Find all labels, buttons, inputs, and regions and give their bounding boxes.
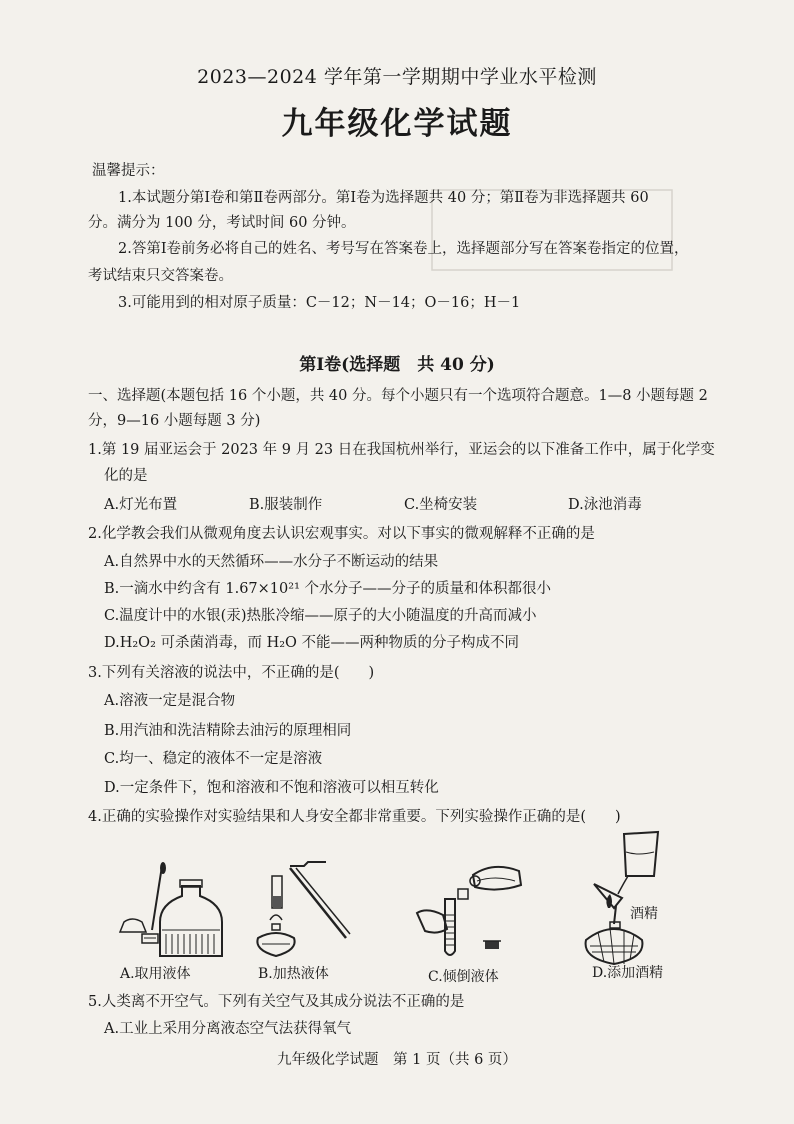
q4-option-c: C.倾倒液体: [428, 969, 499, 985]
page-footer: 九年级化学试题 第 1 页（共 6 页）: [277, 1052, 517, 1068]
q2-option-c: C.温度计中的水银(汞)热胀冷缩——原子的大小随温度的升高而减小: [104, 608, 537, 624]
q2-option-d: D.H₂O₂ 可杀菌消毒，而 H₂O 不能——两种物质的分子构成不同: [104, 635, 520, 651]
exam-title: 2023—2024 学年第一学期期中学业水平检测: [197, 66, 597, 88]
part1-instructions-line-1: 一、选择题(本题包括 16 个小题，共 40 分。每个小题只有一个选项符合题意。1—8 小题每题 2: [88, 388, 708, 404]
figure-d-adding-alcohol: [580, 828, 680, 968]
q3-option-c: C.均一、稳定的液体不一定是溶液: [104, 751, 323, 767]
q4-option-b: B.加热液体: [258, 966, 329, 982]
q4-stem: 4.正确的实验操作对实验结果和人身安全都非常重要。下列实验操作正确的是( ): [88, 809, 621, 825]
q2-stem: 2.化学教会我们从微观角度去认识宏观事实。对以下事实的微观解释不正确的是: [88, 526, 595, 542]
q4-option-d: D.添加酒精: [592, 965, 664, 981]
notice-item-3: 3.可能用到的相对原子质量：C－12；N－14；O－16；H－1: [118, 295, 521, 311]
notice-item-2-line-1: 2.答第Ⅰ卷前务必将自己的姓名、考号写在答案卷上，选择题部分写在答案卷指定的位置，: [118, 241, 689, 257]
q4-option-a: A.取用液体: [120, 966, 191, 982]
figure-b-heating-liquid: [250, 858, 360, 963]
q3-stem: 3.下列有关溶液的说法中，不正确的是( ): [88, 665, 375, 681]
figure-a-dropper-bottle: [110, 858, 230, 963]
notice-heading: 温馨提示：: [92, 163, 165, 179]
q1-option-a: A.灯光布置: [104, 497, 178, 513]
q2-option-a: A.自然界中水的天然循环——水分子不断运动的结果: [104, 554, 439, 570]
q5-stem: 5.人类离不开空气。下列有关空气及其成分说法不正确的是: [88, 994, 465, 1010]
q1-option-d: D.泳池消毒: [568, 497, 642, 513]
q2-option-b: B.一滴水中约含有 1.67×10²¹ 个水分子——分子的质量和体积都很小: [104, 581, 551, 597]
figure-d-alcohol-label: 酒精: [630, 906, 658, 922]
q3-option-d: D.一定条件下，饱和溶液和不饱和溶液可以相互转化: [104, 780, 439, 796]
notice-item-1-line-1: 1.本试题分第Ⅰ卷和第Ⅱ卷两部分。第Ⅰ卷为选择题共 40 分；第Ⅱ卷为非选择题共 60: [118, 190, 649, 206]
section-title: 第Ⅰ卷(选择题 共 40 分): [299, 355, 495, 375]
q1-option-c: C.坐椅安装: [404, 497, 478, 513]
notice-item-1-line-2: 分。满分为 100 分，考试时间 60 分钟。: [88, 215, 356, 231]
figure-c-pouring-liquid: [415, 855, 535, 965]
exam-subject-title: 九年级化学试题: [281, 106, 513, 142]
q3-option-b: B.用汽油和洗洁精除去油污的原理相同: [104, 723, 352, 739]
q1-stem-line-1: 1.第 19 届亚运会于 2023 年 9 月 23 日在我国杭州举行，亚运会的以下准备工作中，属于化学变: [88, 442, 715, 458]
q1-stem-line-2: 化的是: [104, 468, 148, 484]
notice-item-2-line-2: 考试结束只交答案卷。: [88, 268, 233, 284]
q1-option-b: B.服装制作: [249, 497, 323, 513]
q3-option-a: A.溶液一定是混合物: [104, 693, 236, 709]
q5-option-a: A.工业上采用分离液态空气法获得氧气: [104, 1021, 352, 1037]
part1-instructions-line-2: 分，9—16 小题每题 3 分): [88, 413, 261, 429]
